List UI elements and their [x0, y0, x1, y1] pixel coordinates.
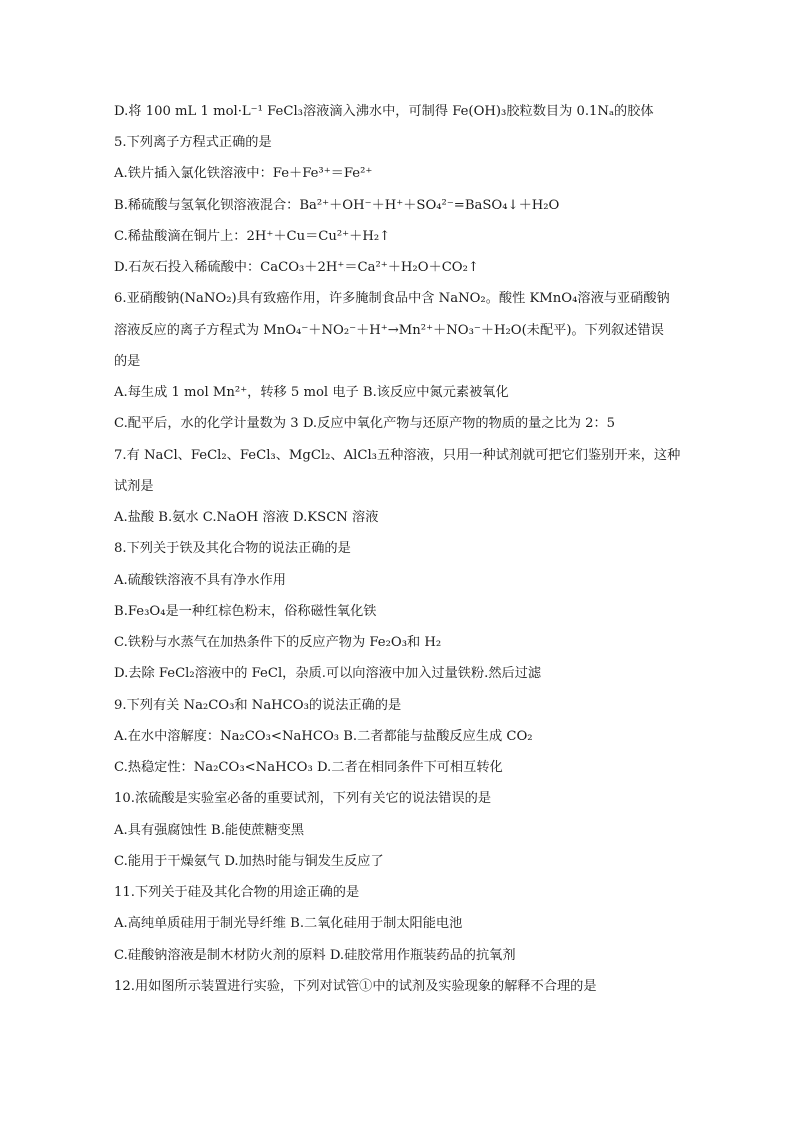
question-12-stem: 12.用如图所示装置进行实验，下列对试管①中的试剂及实验现象的解释不合理的是 — [114, 979, 597, 994]
question-8-option-c: C.铁粉与水蒸气在加热条件下的反应产物为 Fe₂O₃和 H₂ — [114, 635, 442, 650]
question-11-stem: 11.下列关于硅及其化合物的用途正确的是 — [114, 885, 360, 900]
question-5-option-b: B.稀硫酸与氢氧化钡溶液混合：Ba²⁺＋OH⁻＋H⁺＋SO₄²⁻=BaSO₄↓＋H₂O — [114, 198, 560, 213]
question-5-option-a: A.铁片插入氯化铁溶液中：Fe＋Fe³⁺＝Fe²⁺ — [114, 166, 373, 181]
question-10-options-cd: C.能用于干燥氨气 D.加热时能与铜发生反应了 — [114, 854, 384, 869]
question-9-stem: 9.下列有关 Na₂CO₃和 NaHCO₃的说法正确的是 — [114, 698, 402, 713]
question-11-options-cd: C.硅酸钠溶液是制木材防火剂的原料 D.硅胶常用作瓶装药品的抗氧剂 — [114, 948, 516, 963]
question-7-stem-line-1: 7.有 NaCl、FeCl₂、FeCl₃、MgCl₂、AlCl₃五种溶液，只用一种试剂就可把它们鉴别开来，这种 — [114, 448, 681, 463]
question-6-stem-line-2: 溶液反应的离子方程式为 MnO₄⁻＋NO₂⁻＋H⁺→Mn²⁺＋NO₃⁻＋H₂O(未配平)。下列叙述错误 — [114, 323, 664, 338]
question-8-stem: 8.下列关于铁及其化合物的说法正确的是 — [114, 541, 351, 556]
question-8-option-b: B.Fe₃O₄是一种红棕色粉末，俗称磁性氧化铁 — [114, 604, 377, 619]
question-9-options-cd: C.热稳定性：Na₂CO₃<NaHCO₃ D.二者在相同条件下可相互转化 — [114, 760, 503, 775]
question-9-options-ab: A.在水中溶解度：Na₂CO₃<NaHCO₃ B.二者都能与盐酸反应生成 CO₂ — [114, 729, 533, 744]
question-5-option-c: C.稀盐酸滴在铜片上：2H⁺＋Cu＝Cu²⁺＋H₂↑ — [114, 229, 391, 244]
question-6-options-ab: A.每生成 1 mol Mn²⁺，转移 5 mol 电子 B.该反应中氮元素被氧化 — [114, 385, 509, 400]
question-10-options-ab: A.具有强腐蚀性 B.能使蔗糖变黑 — [114, 823, 305, 838]
question-7-options: A.盐酸 B.氨水 C.NaOH 溶液 D.KSCN 溶液 — [114, 510, 379, 525]
question-10-stem: 10.浓硫酸是实验室必备的重要试剂，下列有关它的说法错误的是 — [114, 791, 492, 806]
question-5-stem: 5.下列离子方程式正确的是 — [114, 135, 272, 150]
question-4-option-d: D.将 100 mL 1 mol·L⁻¹ FeCl₃溶液滴入沸水中，可制得 Fe(OH)₃胶粒数目为 0.1Nₐ的胶体 — [114, 104, 654, 119]
question-11-options-ab: A.高纯单质硅用于制光导纤维 B.二氧化硅用于制太阳能电池 — [114, 916, 463, 931]
question-8-option-a: A.硫酸铁溶液不具有净水作用 — [114, 573, 286, 588]
question-6-stem-line-1: 6.亚硝酸钠(NaNO₂)具有致癌作用，许多腌制食品中含 NaNO₂。酸性 KMnO₄溶液与亚硝酸钠 — [114, 291, 670, 306]
question-7-stem-line-2: 试剂是 — [114, 479, 154, 494]
question-8-option-d: D.去除 FeCl₂溶液中的 FeCl，杂质.可以向溶液中加入过量铁粉.然后过滤 — [114, 666, 542, 681]
question-5-option-d: D.石灰石投入稀硫酸中：CaCO₃＋2H⁺＝Ca²⁺＋H₂O＋CO₂↑ — [114, 260, 479, 275]
question-6-options-cd: C.配平后，水的化学计量数为 3 D.反应中氧化产物与还原产物的物质的量之比为 2：5 — [114, 416, 616, 431]
question-6-stem-line-3: 的是 — [114, 354, 141, 369]
